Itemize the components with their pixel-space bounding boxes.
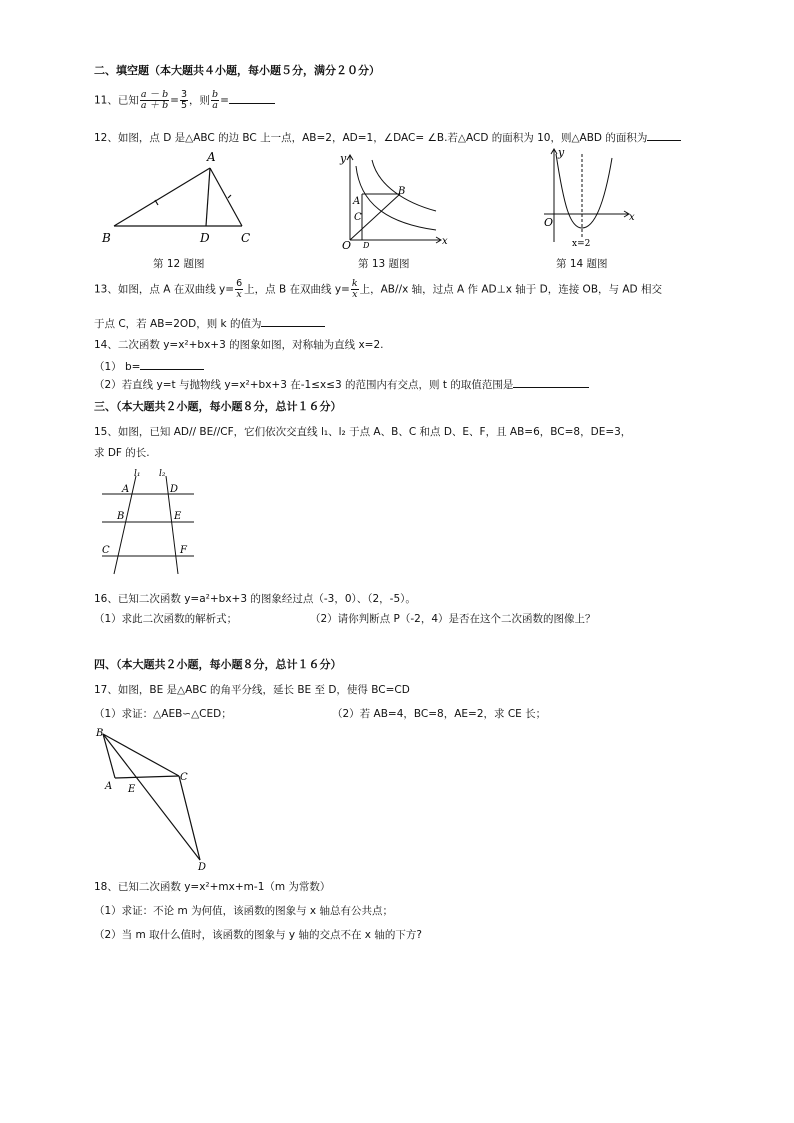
section-3-title: 三、（本大题共２小题，每小题８分，总计１６分） — [94, 400, 342, 413]
q13-answer-blank[interactable] — [261, 326, 325, 327]
fig13-label-a: A — [353, 196, 361, 207]
fig15-label-f: F — [180, 545, 187, 556]
q11-equals: = — [170, 94, 179, 107]
figure-17 — [94, 724, 214, 874]
fig15-label-a: A — [122, 484, 130, 495]
q11-prefix: 11、已知 — [94, 94, 139, 107]
fig15-label-d: D — [170, 484, 179, 495]
q14-part-2-text: （2）若直线 y=t 与抛物线 y=x²+bx+3 在-1≤x≤3 的范围内有交点，则 t 的取值范围是 — [94, 379, 514, 391]
q12-answer-blank[interactable] — [647, 140, 681, 141]
q11-fraction-ratio: $\frac{3}{5}$ — [180, 89, 188, 111]
q13-fraction-kx: $\frac{k}{x}$ — [351, 278, 358, 300]
question-14-part-1 — [94, 360, 204, 374]
figure-14 — [540, 146, 636, 250]
q13-text-3: 上，AB//x 轴，过点 A 作 AD⊥x 轴于 D，连接 OB，与 AD 相交 — [359, 283, 662, 296]
fig13-label-d: D — [363, 241, 370, 250]
question-18-stem: 18、已知二次函数 y=x²+mx+m-1（m 为常数） — [94, 881, 331, 893]
fig15-label-c: C — [102, 545, 110, 556]
q14-part-2-blank[interactable] — [513, 387, 589, 388]
fig15-label-l2: l₂ — [159, 469, 166, 479]
q13-text-1: 13、如图，点 A 在双曲线 y= — [94, 283, 235, 296]
figure-15 — [96, 466, 206, 576]
question-13-line-2 — [94, 317, 325, 331]
question-17-stem: 17、如图，BE 是△ABC 的角平分线，延长 BE 至 D，使得 BC=CD — [94, 684, 410, 696]
question-17-part-1: （1）求证：△AEB∽△CED； — [94, 708, 232, 720]
fig14-label-y: y — [558, 146, 565, 159]
question-11 — [94, 90, 275, 111]
fig13-label-o: O — [342, 239, 352, 250]
fig13-label-c: C — [354, 212, 362, 223]
fig17-label-b: B — [96, 728, 104, 739]
q12-text: 12、如图，点 D 是△ABC 的边 BC 上一点，AB=2，AD=1，∠DAC= ∠B.若△ACD 的面积为 10，则△ABD 的面积为 — [94, 132, 648, 144]
fig12-label-c: C — [241, 231, 251, 244]
fig15-label-e: E — [174, 511, 182, 522]
question-12 — [94, 131, 681, 145]
figure-13 — [336, 148, 452, 250]
question-13 — [94, 279, 662, 300]
question-14-part-2 — [94, 378, 589, 392]
figure-12 — [100, 148, 260, 244]
question-15-line-2: 求 DF 的长. — [94, 447, 150, 459]
fig14-label-x: x — [629, 212, 635, 223]
fig13-label-x: x — [442, 236, 448, 247]
caption-13: 第 13 题图 — [358, 258, 410, 270]
q13-text-2: 上，点 B 在双曲线 y= — [244, 283, 350, 296]
q11-fraction-left: $\frac{a - b}{a + b}$ — [140, 89, 169, 111]
question-18-part-1: （1）求证：不论 m 为何值，该函数的图象与 x 轴总有公共点； — [94, 905, 393, 917]
fig12-label-b: B — [102, 231, 111, 244]
section-4-title: 四、（本大题共２小题，每小题８分，总计１６分） — [94, 658, 342, 671]
fig17-label-e: E — [128, 784, 136, 795]
fig15-label-l1: l₁ — [134, 469, 141, 479]
fig13-label-y: y — [340, 152, 347, 165]
section-2-title: 二、填空题（本大题共４小题，每小题５分，满分２０分） — [94, 64, 380, 77]
question-16-part-1: （1）求此二次函数的解析式； — [94, 613, 238, 625]
q11-fraction-ba: $\frac{b}{a}$ — [212, 89, 219, 111]
q14-part-1-blank[interactable] — [140, 369, 204, 370]
fig17-label-d: D — [198, 862, 207, 873]
question-14-stem: 14、二次函数 y=x²+bx+3 的图象如图，对称轴为直线 x=2. — [94, 339, 384, 351]
caption-12: 第 12 题图 — [153, 258, 205, 270]
fig17-label-c: C — [180, 772, 188, 783]
fig12-label-d: D — [200, 231, 210, 244]
caption-14: 第 14 题图 — [556, 258, 608, 270]
question-17-part-2: （2）若 AB=4，BC=8，AE=2，求 CE 长； — [332, 708, 547, 720]
fig13-label-b: B — [398, 186, 406, 197]
question-18-part-2: （2）当 m 取什么值时，该函数的图象与 y 轴的交点不在 x 轴的下方? — [94, 929, 422, 941]
q11-suffix: = — [220, 94, 229, 107]
fig14-label-o: O — [544, 216, 554, 229]
fig15-label-b: B — [117, 511, 125, 522]
question-16-part-2: （2）请你判断点 P（-2，4）是否在这个二次函数的图像上？ — [310, 613, 596, 625]
fig14-axis-label: x=2 — [572, 239, 591, 249]
fig12-label-a: A — [207, 150, 216, 164]
q11-mid: ，则 — [189, 94, 211, 107]
q11-answer-blank[interactable] — [229, 103, 275, 104]
q13-text-4: 于点 C，若 AB=2OD，则 k 的值为 — [94, 318, 262, 330]
q13-fraction-6x: $\frac{6}{x}$ — [236, 278, 243, 300]
question-15-line-1: 15、如图，已知 AD// BE//CF，它们依次交直线 l₁、l₂ 于点 A、B、C 和点 D、E、F，且 AB=6，BC=8，DE=3， — [94, 426, 632, 438]
q14-part-1-text: （1） b= — [94, 361, 141, 373]
question-16-stem: 16、已知二次函数 y=a²+bx+3 的图象经过点（-3，0）、（2，-5）。 — [94, 593, 416, 605]
fig17-label-a: A — [105, 781, 113, 792]
